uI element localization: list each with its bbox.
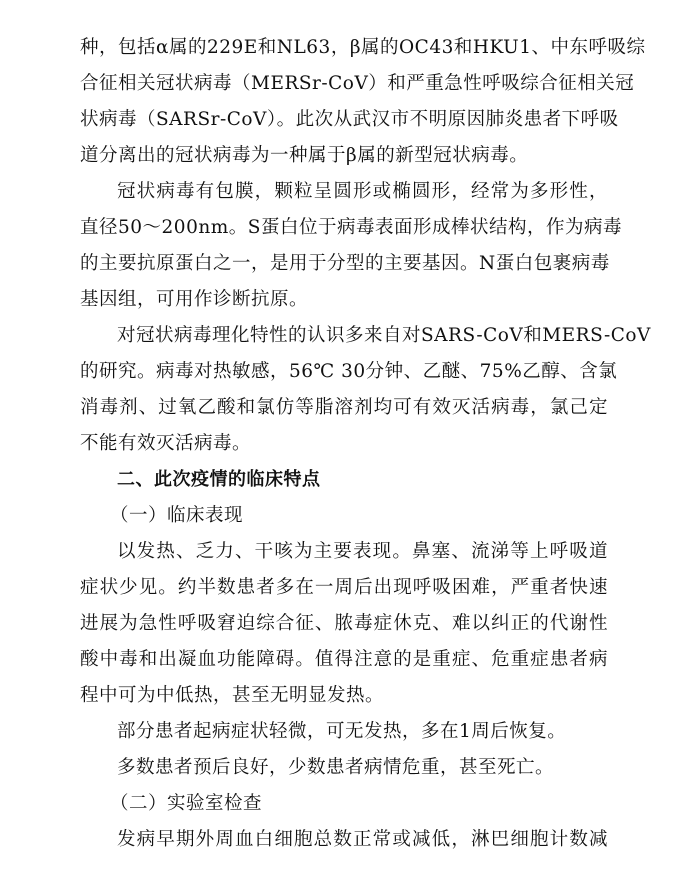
text-line: 合征相关冠状病毒（MERSr-CoV）和严重急性呼吸综合征相关冠 <box>80 73 635 94</box>
paragraph-first-line: 冠状病毒有包膜，颗粒呈圆形或椭圆形，经常为多形性， <box>117 181 608 202</box>
text-line: 种，包括α属的229E和NL63，β属的OC43和HKU1、中东呼吸综 <box>80 37 646 58</box>
text-line: 道分离出的冠状病毒为一种属于β属的新型冠状病毒。 <box>80 145 529 166</box>
paragraph-first-line: 发病早期外周血白细胞总数正常或减低，淋巴细胞计数减 <box>117 829 608 850</box>
section-heading: 二、此次疫情的临床特点 <box>117 469 321 490</box>
subsection-heading: （一）临床表现 <box>110 505 244 526</box>
text-line: 程中可为中低热，甚至无明显发热。 <box>80 685 385 706</box>
subsection-heading: （二）实验室检查 <box>110 793 263 814</box>
text-line: 进展为急性呼吸窘迫综合征、脓毒症休克、难以纠正的代谢性 <box>80 613 608 634</box>
text-line: 基因组，可用作诊断抗原。 <box>80 289 309 310</box>
paragraph-first-line: 对冠状病毒理化特性的认识多来自对SARS-CoV和MERS-CoV <box>117 325 651 346</box>
text-line: 酸中毒和出凝血功能障碍。值得注意的是重症、危重症患者病 <box>80 649 608 670</box>
text-line: 直径50～200nm。S蛋白位于病毒表面形成棒状结构，作为病毒 <box>80 217 622 238</box>
text-line: 消毒剂、过氧乙酸和氯仿等脂溶剂均可有效灭活病毒，氯己定 <box>80 397 608 418</box>
paragraph-line: 部分患者起病症状轻微，可无发热，多在1周后恢复。 <box>117 721 567 742</box>
text-line: 症状少见。约半数患者多在一周后出现呼吸困难，严重者快速 <box>80 577 608 598</box>
text-line: 的主要抗原蛋白之一，是用于分型的主要基因。N蛋白包裹病毒 <box>80 253 610 274</box>
text-line: 不能有效灭活病毒。 <box>80 433 252 454</box>
paragraph-line: 多数患者预后良好，少数患者病情危重，甚至死亡。 <box>117 757 555 778</box>
text-line: 的研究。病毒对热敏感，56℃ 30分钟、乙醚、75%乙醇、含氯 <box>80 361 618 382</box>
text-line: 状病毒（SARSr-CoV）。此次从武汉市不明原因肺炎患者下呼吸 <box>80 109 619 130</box>
paragraph-first-line: 以发热、乏力、干咳为主要表现。鼻塞、流涕等上呼吸道 <box>117 541 608 562</box>
